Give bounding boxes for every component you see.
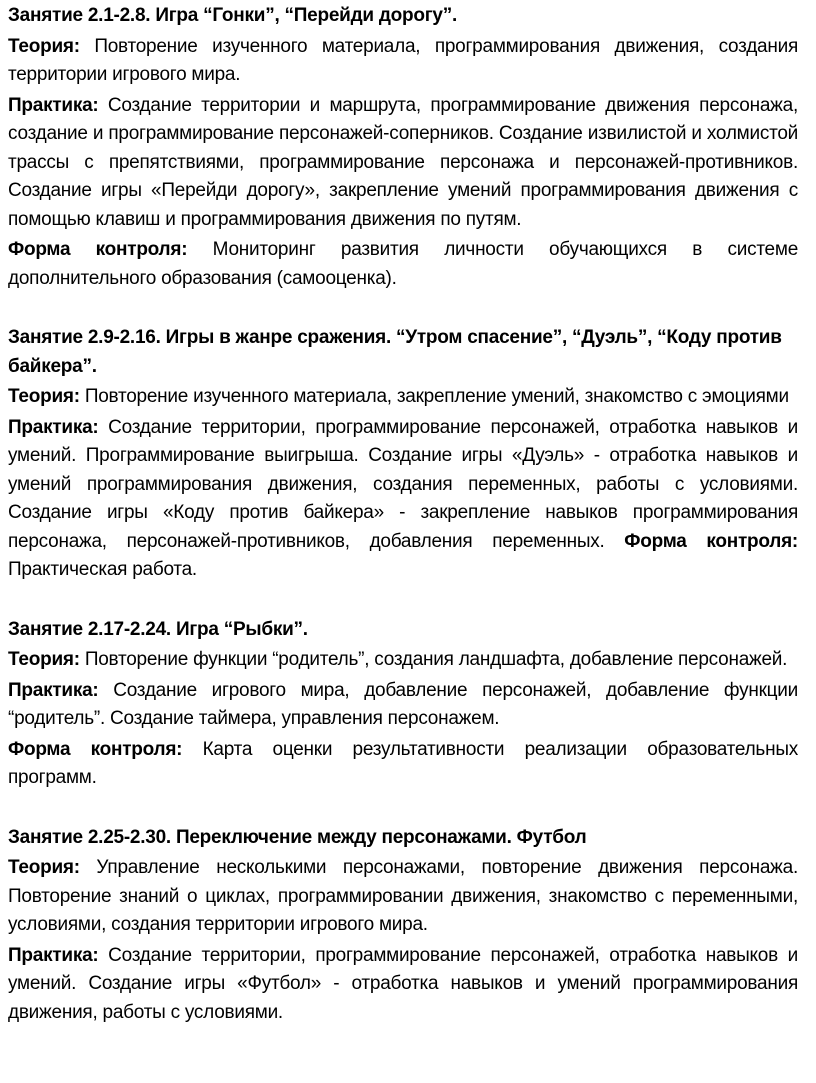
theory-paragraph <box>8 381 798 412</box>
practice-text: Создание территории, программирование персонажей, отработка навыков и умений. Программирование выигрыша. Создание игры «Дуэль» - отработка навыков и умений программирования движения, создания переменных, работы с условиями. Создание игры «Коду против байкера» - закрепление навыков программирования персонажа, персонажей-противников, добавления переменных. <box>8 416 798 552</box>
practice-text: Создание территории и маршрута, программирование движения персонажа, создание и программирование персонажей-соперников. Создание извилистой и холмистой трассы с препятствиями, программирование персонажа и персонажей-противников. Создание игры «Перейди дорогу», закрепление умений программирования движения с помощью клавиш и программирования движения по путям. <box>8 94 798 230</box>
lesson-section <box>8 822 798 1028</box>
practice-paragraph <box>8 940 798 1028</box>
lesson-title: Занятие 2.17-2.24. Игра “Рыбки”. <box>8 618 308 640</box>
lesson-section <box>8 322 798 585</box>
lesson-title: Занятие 2.1-2.8. Игра “Гонки”, “Перейди дорогу”. <box>8 5 457 26</box>
theory-paragraph <box>8 852 798 940</box>
control-text: Мониторинг развития личности обучающихся в системе дополнительного образования (самооценка). <box>8 239 799 289</box>
practice-paragraph <box>8 412 798 585</box>
lesson-title: Занятие 2.25-2.30. Переключение между персонажами. Футбол <box>8 826 587 848</box>
control-paragraph <box>8 234 798 293</box>
practice-text: Создание территории, программирование персонажей, отработка навыков и умений. Создание игры «Футбол» - отработка навыков и умений программирования движения, работы с условиями. <box>8 944 798 1023</box>
theory-label: Теория: <box>8 35 80 57</box>
lesson-title: Занятие 2.9-2.16. Игры в жанре сражения. “Утром спасение”, “Дуэль”, “Коду против байкера”. <box>8 327 782 377</box>
practice-paragraph <box>8 675 798 734</box>
control-label: Форма контроля: <box>624 530 798 552</box>
practice-paragraph <box>8 90 798 235</box>
theory-paragraph <box>8 644 798 675</box>
theory-text: Управление несколькими персонажами, повторение движения персонажа. Повторение знаний о циклах, программировании движения, знакомство с переменными, условиями, создания территории игрового мира. <box>8 857 798 935</box>
practice-label: Практика: <box>8 416 99 438</box>
control-text: Практическая работа. <box>8 559 197 580</box>
theory-label: Теория: <box>8 649 80 670</box>
document-page <box>8 0 798 1027</box>
theory-text: Повторение изученного материала, закрепление умений, знакомство с эмоциями <box>79 386 789 407</box>
practice-text: Создание игрового мира, добавление персонажей, добавление функции “родитель”. Создание таймера, управления персонажем. <box>8 679 798 729</box>
theory-text: Повторение изученного материала, программирования движения, создания территории игрового мира. <box>8 35 798 85</box>
practice-label: Практика: <box>8 944 99 966</box>
practice-label: Практика: <box>8 94 99 116</box>
practice-label: Практика: <box>8 679 99 701</box>
control-label: Форма контроля: <box>8 239 188 260</box>
theory-text: Повторение функции “родитель”, создания ландшафта, добавление персонажей. <box>79 649 788 670</box>
lesson-section <box>8 614 798 793</box>
control-text: Карта оценки результативности реализации образовательных программ. <box>8 738 798 788</box>
control-paragraph <box>8 734 798 793</box>
theory-paragraph <box>8 31 798 90</box>
theory-label: Теория: <box>8 857 80 878</box>
control-label: Форма контроля: <box>8 738 183 760</box>
theory-label: Теория: <box>8 386 80 407</box>
lesson-section <box>8 0 798 293</box>
